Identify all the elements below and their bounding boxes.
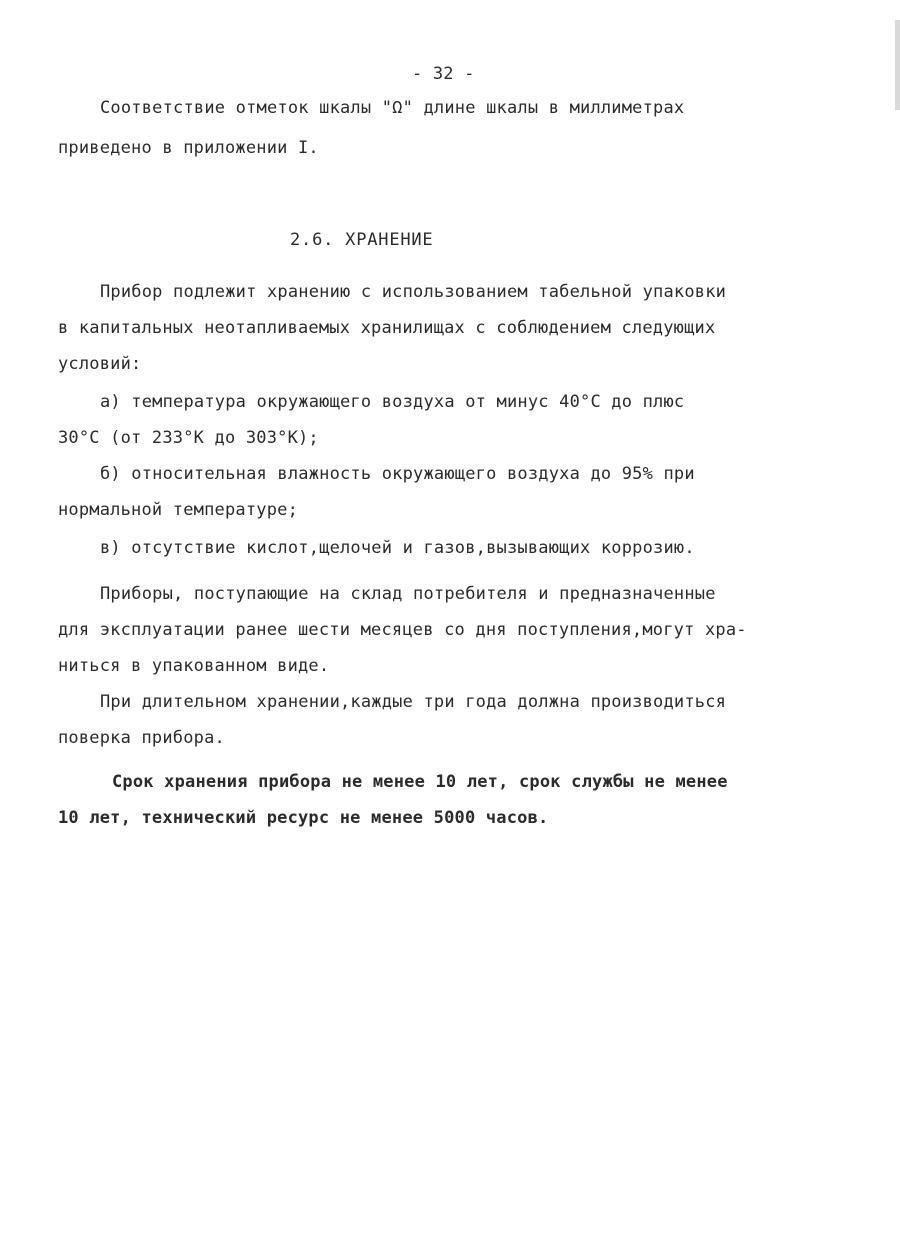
page-number: - 32 -	[412, 64, 475, 84]
condition-a-line-2: 30°С (от 233°К до 303°К);	[58, 428, 319, 448]
storage-paragraph-line-1: Прибор подлежит хранению с использованием табельной упаковки	[100, 282, 727, 302]
condition-b-line-1: б) относительная влажность окружающего воздуха до 95% при	[100, 464, 695, 484]
service-life-line-1: Срок хранения прибора не менее 10 лет, срок службы не менее	[112, 772, 728, 792]
delivery-paragraph-line-1: Приборы, поступающие на склад потребителя и предназначенные	[100, 584, 716, 604]
condition-c-line-1: в) отсутствие кислот,щелочей и газов,вызывающих коррозию.	[100, 538, 695, 558]
intro-line-2: приведено в приложении I.	[58, 138, 319, 158]
intro-line-1: Соответствие отметок шкалы "Ω" длине шкалы в миллиметрах	[100, 98, 685, 118]
storage-paragraph-line-3: условий:	[58, 354, 142, 374]
delivery-paragraph-line-3: ниться в упакованном виде.	[58, 656, 330, 676]
scan-edge-mark	[895, 20, 900, 110]
verification-paragraph-line-1: При длительном хранении,каждые три года должна производиться	[100, 692, 727, 712]
storage-paragraph-line-2: в капитальных неотапливаемых хранилищах с соблюдением следующих	[58, 318, 716, 338]
verification-paragraph-line-2: поверка прибора.	[58, 728, 225, 748]
section-heading: 2.6. ХРАНЕНИЕ	[290, 230, 434, 250]
condition-a-line-1: а) температура окружающего воздуха от минус 40°С до плюс	[100, 392, 685, 412]
condition-b-line-2: нормальной температуре;	[58, 500, 299, 520]
delivery-paragraph-line-2: для эксплуатации ранее шести месяцев со дня поступления,могут хра-	[58, 620, 747, 640]
service-life-line-2: 10 лет, технический ресурс не менее 5000 часов.	[58, 808, 549, 828]
